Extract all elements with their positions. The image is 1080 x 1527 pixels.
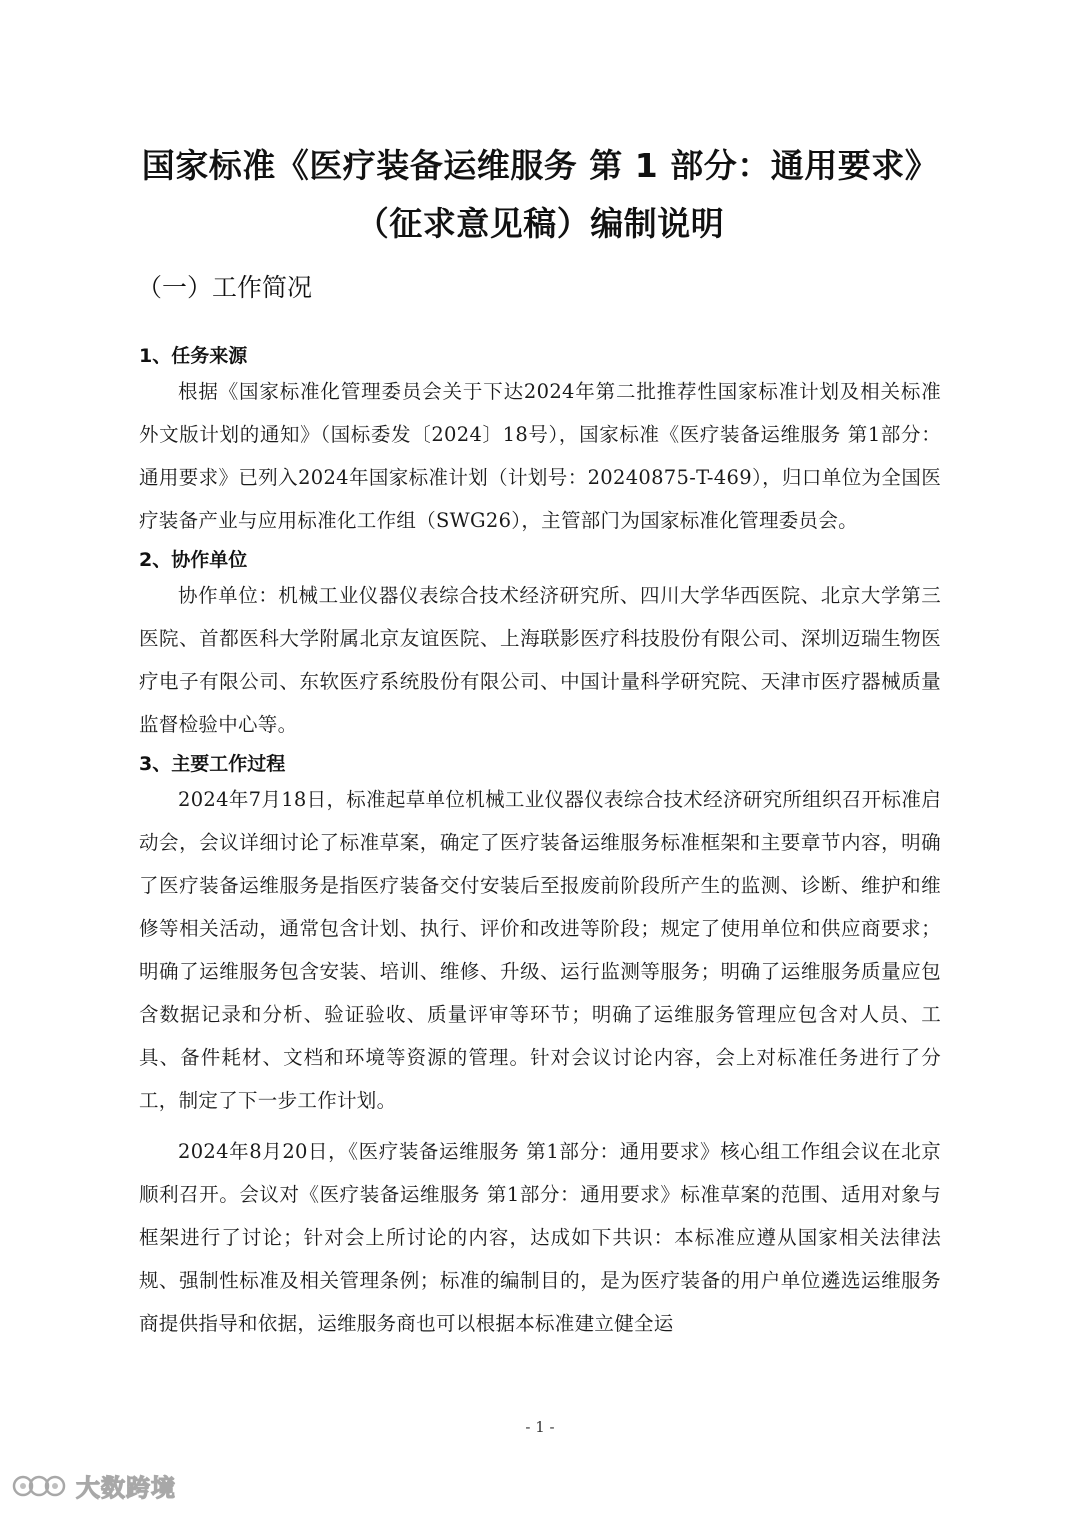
paragraph-collaborators: 协作单位：机械工业仪器仪表综合技术经济研究所、四川大学华西医院、北京大学第三医院、首都医科大学附属北京友谊医院、上海联影医疗科技股份有限公司、深圳迈瑞生物医疗电子有限公司、东软医疗系统股份有限公司、中国计量科学研究院、天津市医疗器械质量监督检验中心等。 xyxy=(139,584,941,736)
page-number: - 1 - xyxy=(525,1418,555,1436)
subsection-heading-task-source: 1、任务来源 xyxy=(139,345,248,367)
paragraph-core-group-meeting: 2024年8月20日，《医疗装备运维服务 第1部分：通用要求》核心组工作组会议在北京顺利召开。会议对《医疗装备运维服务 第1部分：通用要求》标准草案的范围、适用对象与框架进行了讨论；针对会上所讨论的内容，达成如下共识：本标准应遵从国家相关法律法规、强制性标准及相关管理条例；标准的编制目的，是为医疗装备的用户单位遴选运维服务商提供指导和依据，运维服务商也可以根据本标准建立健全运 xyxy=(139,1140,941,1335)
document-body xyxy=(139,338,941,1345)
ddkj-logo-icon xyxy=(12,1471,70,1501)
document-title-line-2: （征求意见稿）编制说明 xyxy=(355,204,725,243)
paragraph-task-source: 根据《国家标准化管理委员会关于下达2024年第二批推荐性国家标准计划及相关标准外文版计划的通知》（国标委发〔2024〕18号），国家标准《医疗装备运维服务 第1部分：通用要求》已列入2024年国家标准计划（计划号：20240875-T-469），归口单位为全国医疗装备产业与应用标准化工作组（SWG26），主管部门为国家标准化管理委员会。 xyxy=(139,380,941,532)
watermark xyxy=(12,1468,176,1503)
subsection-heading-work-process: 3、主要工作过程 xyxy=(139,753,286,775)
paragraph-kickoff-meeting: 2024年7月18日，标准起草单位机械工业仪器仪表综合技术经济研究所组织召开标准启动会，会议详细讨论了标准草案，确定了医疗装备运维服务标准框架和主要章节内容，明确了医疗装备运维服务是指医疗装备交付安装后至报废前阶段所产生的监测、诊断、维护和维修等相关活动，通常包含计划、执行、评价和改进等阶段；规定了使用单位和供应商要求；明确了运维服务包含安装、培训、维修、升级、运行监测等服务；明确了运维服务质量应包含数据记录和分析、验证验收、质量评审等环节；明确了运维服务管理应包含对人员、工具、备件耗材、文档和环境等资源的管理。针对会议讨论内容，会上对标准任务进行了分工，制定了下一步工作计划。 xyxy=(139,788,941,1112)
paragraph-gap xyxy=(139,1122,941,1130)
section-heading: （一）工作简况 xyxy=(137,273,313,302)
watermark-text: 大数跨境 xyxy=(76,1474,176,1502)
subsection-heading-collaborators: 2、协作单位 xyxy=(139,549,248,571)
document-title-line-1: 国家标准《医疗装备运维服务 第 1 部分：通用要求》 xyxy=(141,146,939,185)
